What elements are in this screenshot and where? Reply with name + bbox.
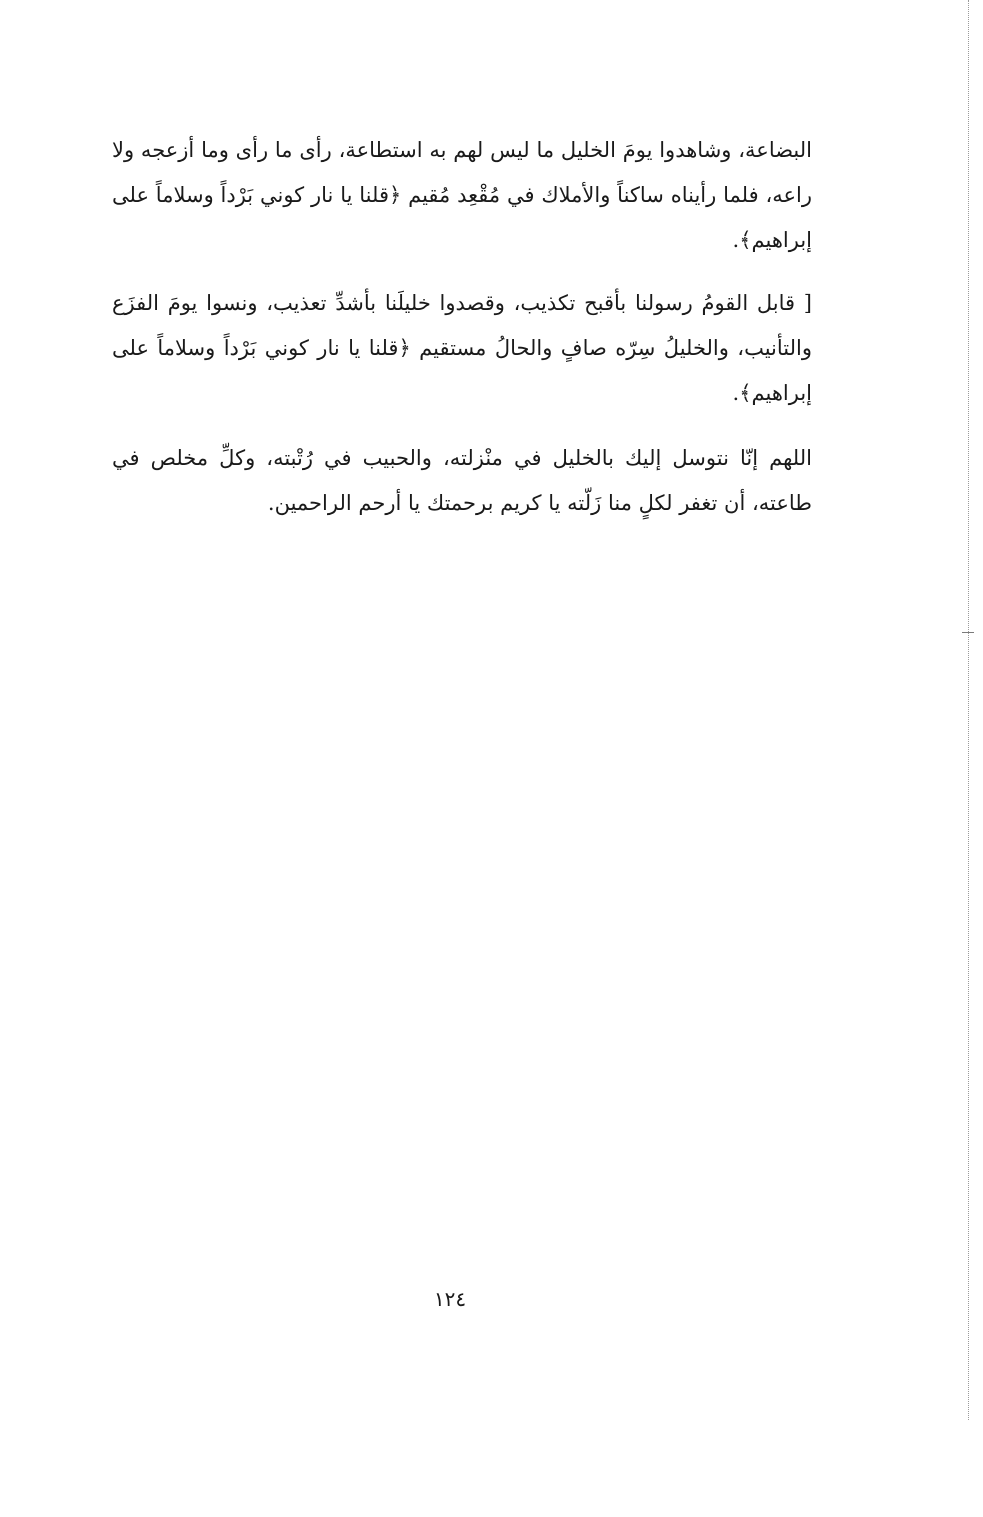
paragraph-3-text: اللهم إنّا نتوسل إليك بالخليل في منْزلته، والحبيب في رُتْبته، وكلِّ مخلص في طاعته، أن تغفر لكلٍ منا زَلّته يا كريم برحمتك يا أرحم الراحمين. [112,446,812,515]
paragraph-2-text: [ قابل القومُ رسولنا بأقبح تكذيب، وقصدوا خليلَنا بأشدِّ تعذيب، ونسوا يومَ الفزَع والتأنيب، والخليلُ سِرّه صافٍ والحالُ مستقيم ﴿قلنا يا نار كوني بَرْداً وسلاماً على إبراهيم﴾. [112,291,812,405]
scan-edge-line [968,0,969,1420]
scan-edge-mark [962,632,974,633]
paragraph-3 [112,436,812,526]
paragraph-1-text: البضاعة، وشاهدوا يومَ الخليل ما ليس لهم به استطاعة، رأى ما رأى وما أزعجه ولا راعه، فلما رأيناه ساكناً والأملاك في مُقْعِد مُقيم ﴿قلنا يا نار كوني بَرْداً وسلاماً على إبراهيم﴾. [112,138,812,252]
paragraph-2 [112,281,812,416]
paragraph-1 [112,128,812,263]
page-number: ١٢٤ [433,1287,467,1311]
